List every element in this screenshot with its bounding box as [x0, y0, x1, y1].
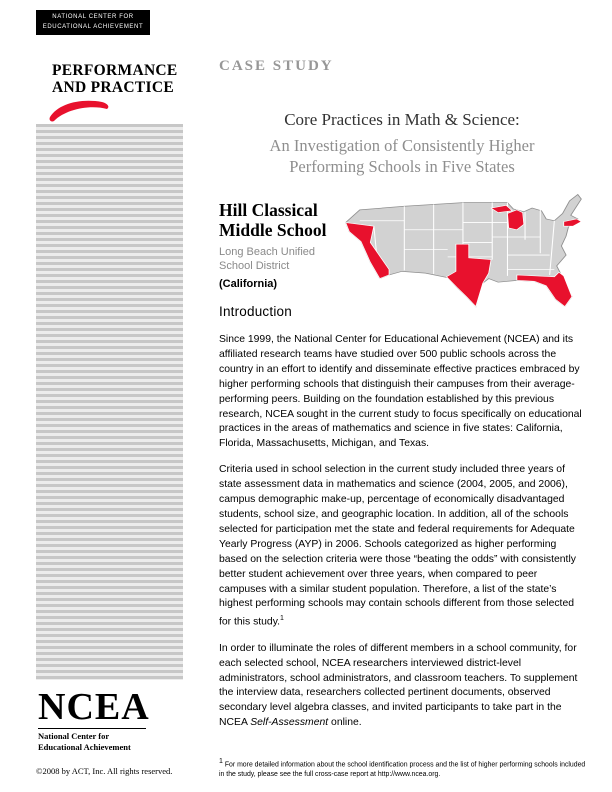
state-florida: [517, 272, 572, 306]
intro-paragraph-1: [219, 333, 585, 452]
footnote-marker: 1: [219, 758, 223, 765]
footnote: [219, 757, 587, 780]
ncea-topbar-line1: NATIONAL CENTER FOR: [52, 14, 134, 20]
school-district-line2: School District: [219, 260, 290, 272]
ncea-logo: NCEA: [38, 686, 150, 728]
ncea-sub-line2: Educational Achievement: [38, 741, 131, 752]
introduction-section: [219, 304, 585, 742]
intro-paragraph-3: [219, 642, 585, 731]
ncea-sub-line1: National Center for: [38, 731, 110, 741]
ncea-topbar: [36, 10, 150, 35]
ncea-logo-subtitle: [38, 728, 146, 752]
intro-paragraph-2-text: Criteria used in school selection in the current study included three years of state assessment data in mathematics and science (2004, 2005, and 2006), campus demographic make-up, percentage of economically disadvantaged students, school size, and geographic location. In addition, all of the schools selected for participation met the state and federal requirements for Adequate Yearly Progress (AYP) in 2006. Schools categorized as higher performing based on the selection criteria were those “beating the odds” with consistently better student achievement over three years, when compared to peer campuses with a similar student population. Therefore, a list of the state’s highest performing schools may contain schools different from those selected for this study.: [219, 464, 576, 628]
copyright-line: ©2008 by ACT, Inc. All rights reserved.: [36, 766, 173, 776]
report-subtitle-line2: Performing Schools in Five States: [289, 157, 515, 177]
ncea-topbar-line2: EDUCATIONAL ACHIEVEMENT: [42, 24, 144, 31]
case-study-kicker: CASE STUDY: [219, 58, 334, 74]
introduction-heading: Introduction: [219, 304, 292, 319]
footnote-reference-marker: 1: [280, 615, 284, 623]
intro-paragraph-3-pre: In order to illuminate the roles of different members in a school community, for each selected school, NCEA researchers interviewed district-level administrators, school administrators, and classroom teachers. To supplement the interview data, researchers collected pertinent documents, observed secondary level algebra classes, and invited participants to take part in the NCEA: [219, 642, 578, 729]
intro-paragraph-2: [219, 463, 585, 630]
ncea-logo-block: [38, 688, 150, 752]
report-subtitle-line1: An Investigation of Consistently Higher: [269, 136, 535, 155]
school-district-line1: Long Beach Unified: [219, 246, 316, 259]
school-name-line1: Hill Classical: [219, 200, 318, 220]
swoosh-shape: [50, 101, 109, 122]
brand-line2: AND PRACTICE: [52, 79, 175, 97]
brand-line1: PERFORMANCE: [52, 62, 178, 79]
intro-paragraph-3-post: online.: [328, 717, 362, 729]
report-title-block: [219, 110, 585, 178]
us-map: [334, 190, 586, 312]
self-assessment-italic: Self-Assessment: [250, 717, 329, 729]
school-state: (California): [219, 277, 278, 290]
school-name-line2: Middle School: [219, 220, 327, 241]
brand-performance-practice: [52, 62, 178, 97]
stripe-panel: [36, 124, 183, 680]
footnote-text: For more detailed information about the school identification process and the list of higher performing schools included in the study, please see the full cross-case report at http://www.ncea.org.: [219, 761, 586, 778]
report-title: Core Practices in Math & Science:: [284, 110, 520, 129]
intro-paragraph-1-text: Since 1999, the National Center for Educational Achievement (NCEA) and its affiliated research teams have studied over 500 public schools across the country in an effort to identify and disseminate effective practices embraced by higher performing schools that distinguish their campuses from their average-performing peers. Building on the foundation established by this previous research, NCEA sought in the current study to focus specifically on educational practices in the areas of mathematics and science in five states: California, Florida, Massachusetts, Michigan, and Texas.: [219, 334, 582, 450]
